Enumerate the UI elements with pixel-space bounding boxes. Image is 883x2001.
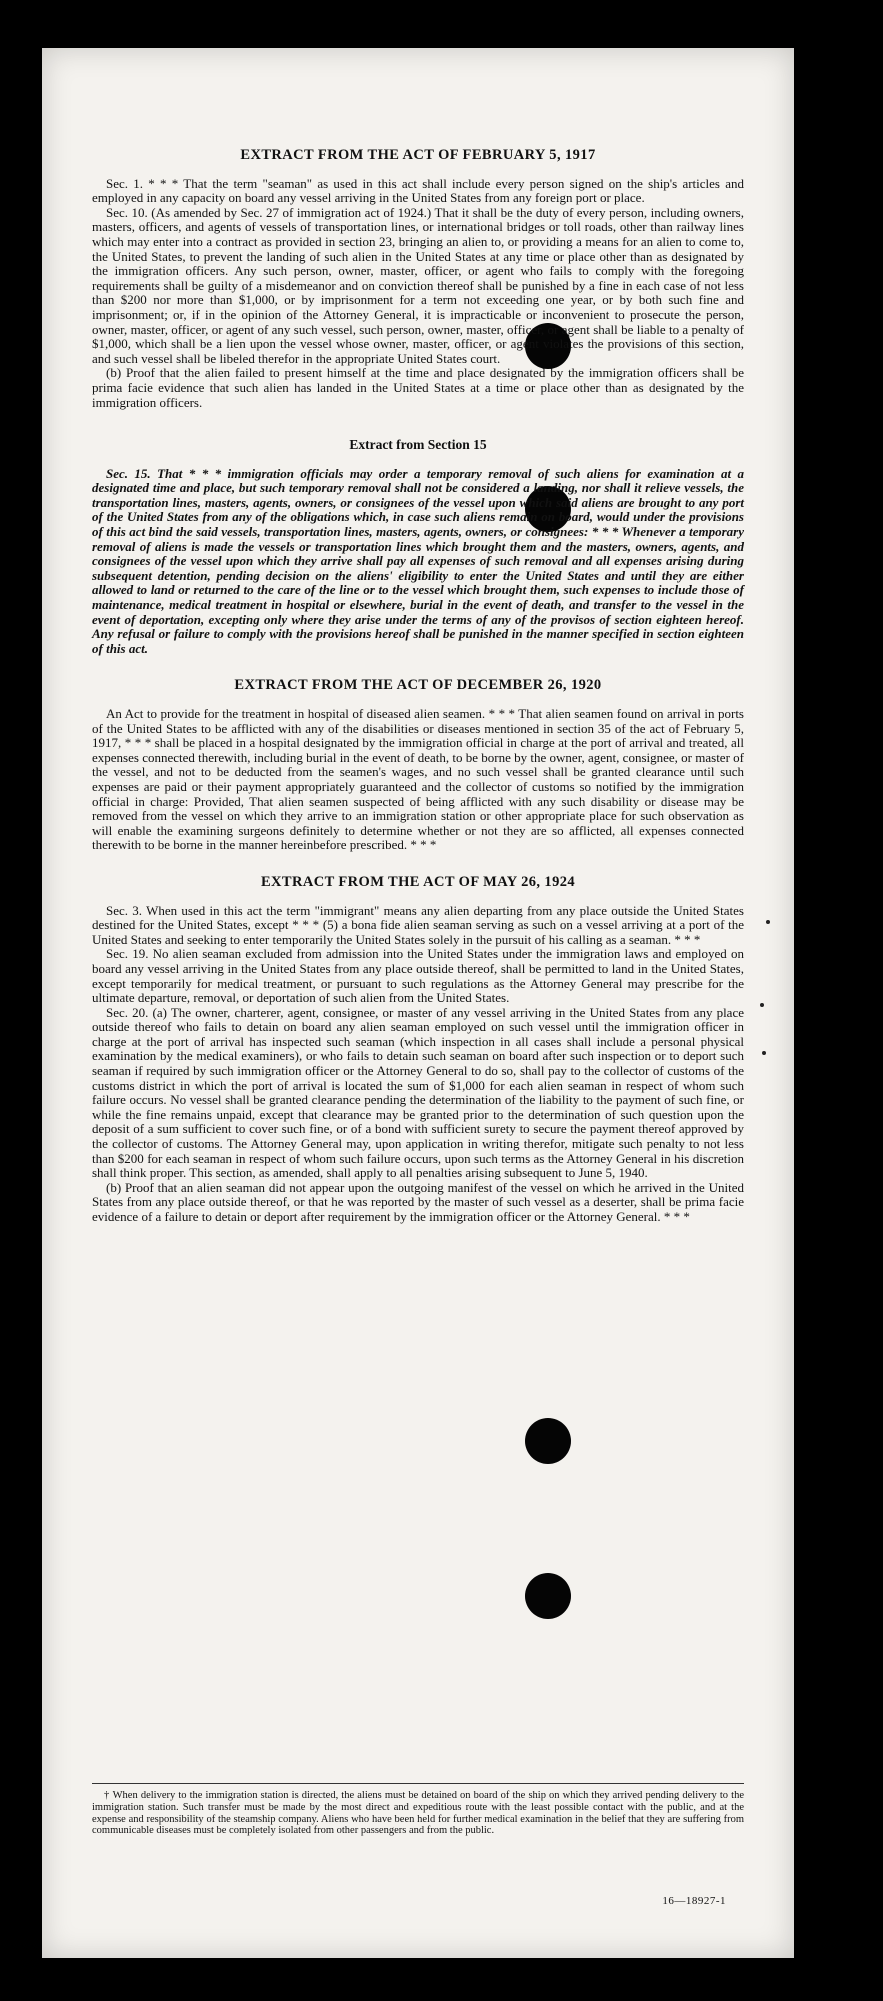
footnote-text: † When delivery to the immigration station is directed, the aliens must be detained on board of the ship on which they arrived pending delivery to the immigration station. Such transfer must be made by the most direct and expeditious route with the least possible contact with the public, and at the expense and responsibility of the steamship company. Aliens who have been held for further medical examination in the belief that they are suffering from communicable diseases must be completely isolated from other passengers and from the public.	[92, 1790, 744, 1837]
paragraph: An Act to provide for the treatment in hospital of diseased alien seamen. * * * That alien seamen found on arrival in ports of the United States to be afflicted with any of the disabilities or diseases mentioned in section 35 of the act of February 5, 1917, * * * shall be placed in a hospital designated by the immigration official in charge at the port of arrival and treated, all expenses connected therewith, including burial in the event of death, to be borne by the owner, agent, consignee, or master of the vessel, and not to be deducted from the seamen's wages, and no such vessel shall be granted clearance until such expenses are paid or their payment appropriately guaranteed and the collector of customs so notified by the immigration official in charge: Provided, That alien seamen suspected of being afflicted with any such disability or disease may be removed from the vessel on which they arrive to an immigration station or other appropriate place for such observation as will enable the examining surgeons definitely to determine whether or not they are so afflicted, all expenses connected therewith to be borne in the manner hereinbefore prescribed. * * *	[92, 706, 744, 853]
document-number: 16—18927-1	[662, 1895, 726, 1907]
margin-mark	[760, 1003, 764, 1007]
paragraph: Sec. 3. When used in this act the term "immigrant" means any alien departing from any place outside the United States destined for the United States, except * * * (5) a bona fide alien seaman serving as such on a vessel arriving at a port of the United States and seeking to enter temporarily the United States solely in the pursuit of his calling as a seaman. * * *	[92, 902, 744, 947]
paragraph: Sec. 19. No alien seaman excluded from admission into the United States under the immigration laws and employed on board any vessel arriving in the United States from any place outside thereof, shall be permitted to land in the United States, except temporarily for medical treatment, or pursuant to such regulations as the Attorney General may prescribe for the ultimate departure, removal, or deportation of such alien from the United States.	[92, 946, 744, 1006]
heading-section-15: Extract from Section 15	[349, 437, 487, 453]
document-body	[92, 148, 744, 1225]
heading-act-1920: EXTRACT FROM THE ACT OF DECEMBER 26, 1920	[234, 677, 602, 694]
paragraph: Sec. 10. (As amended by Sec. 27 of immigration act of 1924.) That it shall be the duty of every person, including owners, masters, officers, and agents of vessels of transportation lines, or international bridges or toll roads, other than railway lines which may enter into a contract as provided in section 23, bringing an alien to, or providing a means for an alien to come to, the United States, to prevent the landing of such alien in the United States at any time or place other than as designated by the immigration officers. Any such person, owner, master, officer, or agent who fails to comply with the foregoing requirements shall be guilty of a misdemeanor and on conviction thereof shall be punished by a fine in each case of not less than $200 nor more than $1,000, or by imprisonment for a term not exceeding one year, or by both such fine and imprisonment; or, if in the opinion of the Attorney General, it is impracticable or inconvenient to prosecute the person, owner, master, officer, or agent of any such vessel, such person, owner, master, officer, or agent shall be liable to a penalty of $1,000, which shall be a lien upon the vessel whose owner, master, officer, or agent violates the provisions of this section, and such vessel shall be libeled therefor in the appropriate United States court.	[92, 204, 744, 366]
margin-mark	[766, 920, 770, 924]
heading-act-1917: EXTRACT FROM THE ACT OF FEBRUARY 5, 1917	[240, 147, 596, 163]
footnote	[92, 1783, 744, 1837]
paragraph: Sec. 1. * * * That the term "seaman" as used in this act shall include every person signed on the ship's articles and employed in any capacity on board any vessel arriving in the United States from any foreign port or place.	[92, 175, 744, 206]
paragraph: (b) Proof that the alien failed to present himself at the time and place designated by the immigration officers shall be prima facie evidence that such alien has landed in the United States at a time or place other than as designated by the immigration officers.	[92, 365, 744, 410]
punch-hole-bottom	[525, 1573, 571, 1619]
heading-act-1924: EXTRACT FROM THE ACT OF MAY 26, 1924	[260, 873, 576, 890]
paragraph: Sec. 20. (a) The owner, charterer, agent, consignee, or master of any vessel arriving in the United States from any place outside thereof who fails to detain on board any alien seaman employed on such vessel until the immigration officer in charge at the port of arrival has inspected such seaman (which inspection in all cases shall include a personal physical examination by the medical examiners), or who fails to detain such seaman on board after such inspection or to deport such seaman if required by such immigration officer or the Attorney General to do so, shall pay to the collector of customs of the customs district in which the port of arrival is located the sum of $1,000 for each alien seaman in respect of whom such failure occurs. No vessel shall be granted clearance pending the determination of the liability to the payment of such fine, or while the fine remains unpaid, except that clearance may be granted prior to the determination of such question upon the deposit of a sum sufficient to cover such fine, or of a bond with sufficient surety to secure the payment thereof approved by the collector of customs. The Attorney General may, upon application in writing therefor, mitigate such penalty to not less than $200 for each seaman in respect of whom such failure occurs, upon such terms as the Attorney General in his discretion shall think proper. This section, as amended, shall apply to all penalties arising subsequent to June 5, 1940.	[92, 1004, 744, 1181]
document-page	[42, 48, 794, 1958]
paragraph: (b) Proof that an alien seaman did not appear upon the outgoing manifest of the vessel on which he arrived in the United States from any place outside thereof, or that he was reported by the master of such vessel as a deserter, shall be prima facie evidence of a failure to detain or deport after requirement by the immigration officer or the Attorney General. * * *	[92, 1179, 744, 1224]
punch-hole-lower	[525, 1418, 571, 1464]
margin-mark	[762, 1051, 766, 1055]
paragraph: Sec. 15. That * * * immigration officials may order a temporary removal of such aliens for examination at a designated time and place, but such temporary removal shall not be considered a landing, nor shall it relieve vessels, the transportation lines, masters, agents, owners, or consignees of the vessel upon which said aliens are brought to any port of the United States from any of the obligations which, in case such aliens remain on board, would under the provisions of this act bind the said vessels, transportation lines, masters, agents, owners, or consignees: * * * Whenever a temporary removal of aliens is made the vessels or transportation lines which brought them and the masters, owners, agents, and consignees of the vessel upon which they arrive shall pay all expenses of such removal and all expenses arising during subsequent detention, pending decision on the aliens' eligibility to enter the United States and until they are either allowed to land or returned to the care of the line or to the vessel which brought them, such expenses to include those of maintenance, medical treatment in hospital or elsewhere, burial in the event of death, and transfer to the vessel in the event of deportation, excepting only where they arise under the terms of any of the provisos of section eighteen hereof. Any refusal or failure to comply with the provisions hereof shall be punished in the manner specified in section eighteen of this act.	[92, 465, 744, 656]
